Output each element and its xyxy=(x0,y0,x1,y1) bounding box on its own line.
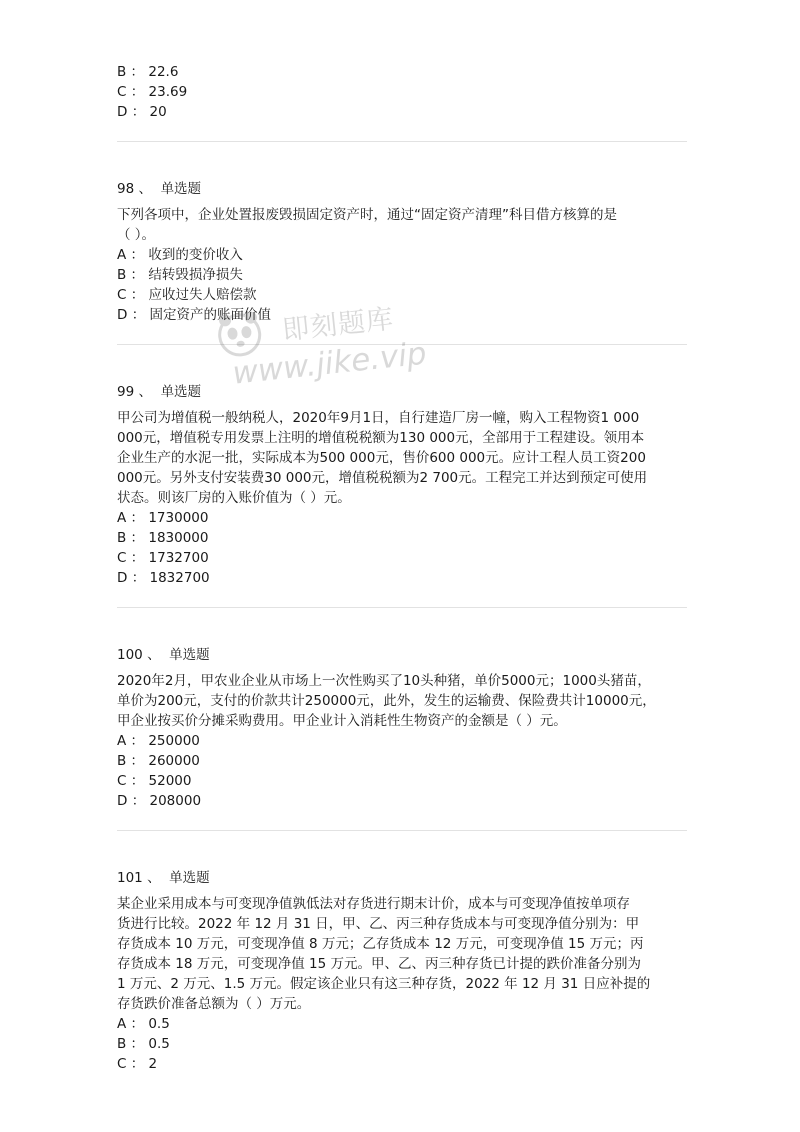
watermark-brand: 即刻题库 xyxy=(280,303,396,347)
option-c[interactable]: C ： 2 xyxy=(117,1056,158,1072)
question-101 xyxy=(117,868,687,1074)
question-header: 98 、 单选题 xyxy=(117,181,202,197)
option-d[interactable]: D ： 208000 xyxy=(117,793,202,809)
question-header: 100 、 单选题 xyxy=(117,647,210,663)
question-stem: 甲公司为增值税一般纳税人，2020年9月1日，自行建造厂房一幢，购入工程物资1 000 000元，增值税专用发票上注明的增值税税额为130 000元，全部用于工程建设。领用本 企业生产的水泥一批，实际成本为500 000元，售价600 000元。应计工程人员工资200 000元。另外支付安装费30 000元，增值税税额为2 700元。工程完工并达到预定可使用 状态。则该厂房的入账价值为（ ）元。 xyxy=(117,410,648,506)
question-header: 99 、 单选题 xyxy=(117,384,202,400)
option-b[interactable]: B ： 0.5 xyxy=(117,1036,170,1052)
question-100 xyxy=(117,645,687,811)
question-divider xyxy=(117,830,687,831)
option-d[interactable]: D ： 20 xyxy=(117,104,167,120)
document-content xyxy=(117,62,687,1074)
option-c[interactable]: C ： 1732700 xyxy=(117,550,209,566)
option-d[interactable]: D ： 固定资产的账面价值 xyxy=(117,307,271,323)
question-stem: 下列各项中，企业处置报废毁损固定资产时，通过“固定资产清理”科目借方核算的是 （ ）。 xyxy=(117,207,617,243)
option-c[interactable]: C ： 应收过失人赔偿款 xyxy=(117,287,257,303)
option-a[interactable]: A ： 0.5 xyxy=(117,1016,170,1032)
option-b[interactable]: B ： 22.6 xyxy=(117,64,179,80)
option-a[interactable]: A ： 250000 xyxy=(117,733,200,749)
question-divider xyxy=(117,344,687,345)
option-d[interactable]: D ： 1832700 xyxy=(117,570,210,586)
question-stem: 某企业采用成本与可变现净值孰低法对存货进行期末计价，成本与可变现净值按单项存 货进行比较。2022 年 12 月 31 日，甲、乙、丙三种存货成本与可变现净值分别为：甲 存货成本 10 万元，可变现净值 8 万元；乙存货成本 12 万元，可变现净值 15 万元；丙 存货成本 18 万元，可变现净值 15 万元。甲、乙、丙三种存货已计提的跌价准备分别为 1 万元、2 万元、1.5 万元。假定该企业只有这三种存货，2022 年 12 月 31 日应补提的 存货跌价准备总额为（ ）万元。 xyxy=(117,896,651,1012)
option-b[interactable]: B ： 1830000 xyxy=(117,530,209,546)
option-b[interactable]: B ： 260000 xyxy=(117,753,200,769)
question-99 xyxy=(117,382,687,588)
option-c[interactable]: C ： 52000 xyxy=(117,773,192,789)
option-a[interactable]: A ： 收到的变价收入 xyxy=(117,247,243,263)
watermark-url: www.jike.vip xyxy=(230,335,429,392)
question-stem: 2020年2月，甲农业企业从市场上一次性购买了10头种猪，单价5000元；1000头猪苗， 单价为200元，支付的价款共计250000元，此外，发生的运输费、保险费共计10000元， 甲企业按买价分摊采购费用。甲企业计入消耗性生物资产的金额是（ ）元。 xyxy=(117,673,656,729)
question-98 xyxy=(117,179,687,325)
question-header: 101 、 单选题 xyxy=(117,870,210,886)
option-b[interactable]: B ： 结转毁损净损失 xyxy=(117,267,243,283)
option-c[interactable]: C ： 23.69 xyxy=(117,84,188,100)
question-divider xyxy=(117,141,687,142)
option-a[interactable]: A ： 1730000 xyxy=(117,510,209,526)
prev-question-options xyxy=(117,62,687,122)
question-divider xyxy=(117,607,687,608)
